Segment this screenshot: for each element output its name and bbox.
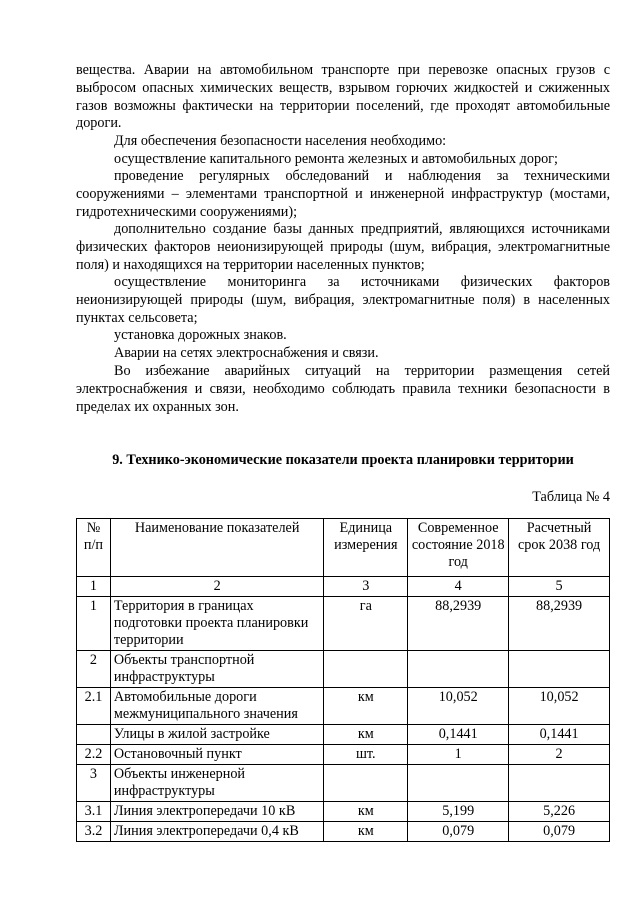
table-row bbox=[77, 765, 610, 802]
paragraph-protection-zones: Во избежание аварийных ситуаций на территории размещения сетей электроснабжения и связи, необходимо соблюдать правила техники безопасности в пределах их охранных зон. bbox=[76, 363, 610, 415]
row-current-value: 10,052 bbox=[408, 688, 509, 725]
column-number-cell: 3 bbox=[324, 577, 408, 597]
row-unit: км bbox=[324, 688, 408, 725]
row-current-value: 1 bbox=[408, 745, 509, 765]
row-unit: км bbox=[324, 822, 408, 842]
header-unit: Единица измерения bbox=[324, 519, 408, 577]
row-current-value bbox=[408, 765, 509, 802]
row-indicator: Автомобильные дороги межмуниципального значения bbox=[110, 688, 323, 725]
row-planned-value: 2 bbox=[509, 745, 610, 765]
row-indicator: Объекты инженерной инфраструктуры bbox=[110, 765, 323, 802]
row-indicator: Объекты транспортной инфраструктуры bbox=[110, 651, 323, 688]
column-number-cell: 1 bbox=[77, 577, 111, 597]
row-unit bbox=[324, 765, 408, 802]
table-row bbox=[77, 725, 610, 745]
table-row bbox=[77, 688, 610, 725]
table-column-numbers-row bbox=[77, 577, 610, 597]
row-number: 3.2 bbox=[77, 822, 111, 842]
row-number bbox=[77, 725, 111, 745]
row-planned-value bbox=[509, 765, 610, 802]
column-number-cell: 2 bbox=[110, 577, 323, 597]
row-current-value: 0,1441 bbox=[408, 725, 509, 745]
row-indicator: Остановочный пункт bbox=[110, 745, 323, 765]
row-number: 3 bbox=[77, 765, 111, 802]
table-row bbox=[77, 802, 610, 822]
row-indicator: Линия электропередачи 0,4 кВ bbox=[110, 822, 323, 842]
paragraph-monitoring: осуществление мониторинга за источниками физических факторов неионизирующей природы (шум, вибрация, электромагнитные поля) в населенных пунктах сельсовета; bbox=[76, 274, 610, 326]
header-number: № п/п bbox=[77, 519, 111, 577]
indicators-table bbox=[76, 518, 610, 842]
row-planned-value: 0,1441 bbox=[509, 725, 610, 745]
paragraph-road-accidents: вещества. Аварии на автомобильном транспорте при перевозке опасных грузов с выбросом опасных химических веществ, взрывом горючих жидкостей и сжиженных газов возможны фактически на территории поселений, где проходят автомобильные дороги. bbox=[76, 62, 610, 132]
paragraph-inspections: проведение регулярных обследований и наблюдения за техническими сооружениями – элементами транспортной и инженерной инфраструктур (мостами, гидротехническими сооружениями); bbox=[76, 168, 610, 220]
row-planned-value: 10,052 bbox=[509, 688, 610, 725]
row-indicator: Территория в границах подготовки проекта планировки территории bbox=[110, 597, 323, 651]
row-planned-value: 5,226 bbox=[509, 802, 610, 822]
row-indicator: Улицы в жилой застройке bbox=[110, 725, 323, 745]
row-current-value bbox=[408, 651, 509, 688]
row-unit: шт. bbox=[324, 745, 408, 765]
section-heading: 9. Технико-экономические показатели проекта планировки территории bbox=[112, 452, 574, 468]
paragraph-road-signs: установка дорожных знаков. bbox=[114, 327, 287, 343]
table-caption: Таблица № 4 bbox=[532, 489, 610, 505]
row-unit: км bbox=[324, 725, 408, 745]
header-planned-term: Расчетный срок 2038 год bbox=[509, 519, 610, 577]
row-unit bbox=[324, 651, 408, 688]
row-current-value: 88,2939 bbox=[408, 597, 509, 651]
row-number: 2.1 bbox=[77, 688, 111, 725]
row-current-value: 5,199 bbox=[408, 802, 509, 822]
row-number: 2 bbox=[77, 651, 111, 688]
column-number-cell: 4 bbox=[408, 577, 509, 597]
paragraph-database: дополнительно создание базы данных предприятий, являющихся источниками физических факторов неионизирующей природы (шум, вибрация, электромагнитные поля) и находящихся на территории населенных пунктов; bbox=[76, 221, 610, 273]
row-unit: га bbox=[324, 597, 408, 651]
table-header-row bbox=[77, 519, 610, 577]
paragraph-power-accidents: Аварии на сетях электроснабжения и связи. bbox=[114, 345, 379, 361]
row-unit: км bbox=[324, 802, 408, 822]
row-number: 3.1 bbox=[77, 802, 111, 822]
header-current-state: Современное состояние 2018 год bbox=[408, 519, 509, 577]
table-row bbox=[77, 597, 610, 651]
row-current-value: 0,079 bbox=[408, 822, 509, 842]
column-number-cell: 5 bbox=[509, 577, 610, 597]
row-planned-value: 88,2939 bbox=[509, 597, 610, 651]
row-number: 1 bbox=[77, 597, 111, 651]
paragraph-road-repair: осуществление капитального ремонта железных и автомобильных дорог; bbox=[114, 151, 558, 167]
row-planned-value: 0,079 bbox=[509, 822, 610, 842]
row-indicator: Линия электропередачи 10 кВ bbox=[110, 802, 323, 822]
table-row bbox=[77, 822, 610, 842]
header-indicator-name: Наименование показателей bbox=[110, 519, 323, 577]
row-number: 2.2 bbox=[77, 745, 111, 765]
paragraph-safety-intro: Для обеспечения безопасности населения необходимо: bbox=[114, 133, 447, 149]
table-row bbox=[77, 651, 610, 688]
row-planned-value bbox=[509, 651, 610, 688]
table-row bbox=[77, 745, 610, 765]
